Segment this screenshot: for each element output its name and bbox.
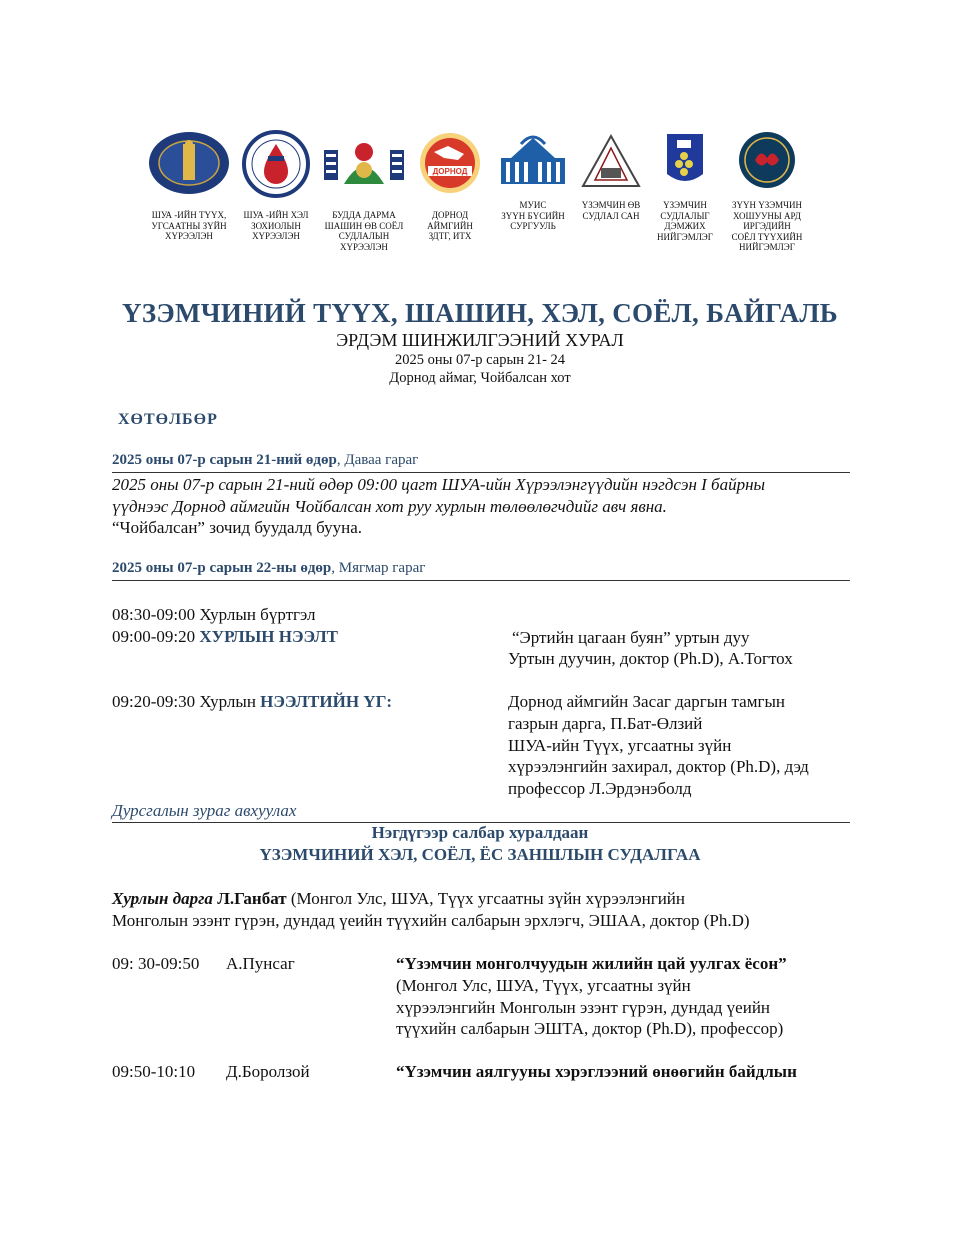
photo-note: Дурсгалын зураг авхуулах [112,801,297,820]
conference-dates: 2025 оны 07-р сарын 21- 24 [394,352,566,368]
divider [112,472,850,473]
logo-label: ДОРНОД АЙМГИЙН ЗДТГ, ИТХ [427,210,473,241]
conference-subtitle: ЭРДЭМ ШИНЖИЛГЭЭНИЙ ХУРАЛ [336,330,624,350]
conference-place: Дорнод аймаг, Чойбалсан хот [389,370,571,386]
registration: 08:30-09:00 Хурлын бүртгэл [112,605,316,624]
opening-row [112,626,338,648]
dornod-logo [408,130,492,242]
session-title: Нэгдүгээр салбар хуралдаан [371,823,589,842]
talk-affil: түүхийн салбарын ЭШТА, доктор (Ph.D), профессор) [396,1019,784,1038]
shua-history-logo [147,130,231,242]
chair-label: Хурлын дарга [112,889,218,908]
logo-label: БУДДА ДАРМА ШАШИН ӨВ СОЁЛ СУДЛАЛЫН ХҮРЭЭЛЭН [324,210,404,252]
chair-name: Л.Ганбат [217,889,287,908]
speech-label: НЭЭЛТИЙН ҮГ: [260,692,393,711]
horse-emblem-icon [408,130,492,200]
drop-emblem-icon [234,130,318,200]
day1-line2: үүднээс Дорнод аймгийн Чойбалсан хот руу хурлын төлөөлөгчдийг авч явна. [112,497,667,516]
conference-title: ҮЗЭМЧИНИЙ ТҮҮХ, ШАШИН, ХЭЛ, СОЁЛ, БАЙГАЛЬ [122,298,838,328]
wheel-emblem-icon [322,130,406,200]
logo-label: ШУА -ИЙН ТҮҮХ, УГСААТНЫ ЗҮЙН ХҮРЭЭЛЭН [151,210,227,241]
day1-heading [112,452,418,469]
shield-icon [643,130,727,190]
logo-label: ШУА -ИЙН ХЭЛ ЗОХИОЛЫН ХҮРЭЭЛЭН [243,210,309,241]
day2-weekday: , Мягмар гараг [331,560,426,576]
day1-date: 2025 оны 07-р сарын 21-ний өдөр [112,452,337,468]
day2-date: 2025 оны 07-р сарын 22-ны өдөр [112,560,332,576]
logo-label: ҮЗЭМЧИН СУДЛАЛЫГ ДЭМЖИХ НИЙГЭМЛЭГ [657,200,713,242]
muis-logo [491,130,575,232]
day1-line3: “Чойбалсан” зочид буудалд бууна. [112,518,362,537]
program-heading: ХӨТӨЛБӨР [118,411,218,428]
logo-label: МУИС ЗҮҮН БҮСИЙН СУРГУУЛЬ [501,200,565,231]
talk-title: “Үзэмчин аялгууны хэрэглээний өнөөгийн байдлын [396,1062,797,1081]
building-icon [491,130,575,190]
emblem-icon [147,130,231,200]
talk-time: 09:50-10:10 [112,1062,196,1081]
song-title: “Эртийн цагаан буян” уртын дуу [512,628,750,647]
day1-line1: 2025 оны 07-р сарын 21-ний өдөр 09:00 цагт ШУА-ийн Хүрээлэнгүүдийн нэгдсэн I байрны [112,475,766,494]
opening-label: ХУРЛЫН НЭЭЛТ [199,627,338,646]
speaker-line: газрын дарга, П.Бат-Өлзий [508,714,703,733]
buddha-dharma-logo [322,130,406,252]
talk-speaker: Д.Боролзой [226,1062,310,1081]
talk-speaker: А.Пунсаг [226,954,295,973]
mountain-icon [569,130,653,190]
speech-time: 09:20-09:30 Хурлын [112,692,261,711]
uzemchin-heritage-logo [569,130,653,221]
shua-language-logo [234,130,318,242]
talk-affil: хүрээлэнгийн Монголын эзэнт гүрэн, дундад үеийн [396,998,771,1017]
circle-emblem-icon [725,130,809,190]
east-uzemchin-logo [725,130,809,253]
chair-line1 [112,888,685,910]
speaker-line: профессор Л.Эрдэнэболд [508,779,692,798]
day2-heading [112,560,425,577]
logo-label: ҮЗЭМЧИН ӨВ СУДЛАЛ САН [581,200,641,221]
divider [112,580,850,581]
logo-label: ЗҮҮН ҮЗЭМЧИН ХОШУУНЫ АРД ИРГЭДИЙН СОЁЛ ТҮҮХИЙН НИЙГЭМЛЭГ [731,200,803,252]
song-performer: Уртын дуучин, доктор (Ph.D), А.Тогтох [508,649,793,668]
speaker-line: Дорнод аймгийн Засаг даргын тамгын [508,692,785,711]
chair-affil: (Монгол Улс, ШУА, Түүх угсаатны зүйн хүрээлэнгийн [286,889,685,908]
session-subtitle: ҮЗЭМЧИНИЙ ХЭЛ, СОЁЛ, ЁС ЗАНШЛЫН СУДАЛГАА [259,845,701,864]
uzemchin-research-logo [643,130,727,242]
logo-badge-text: ДОРНОД [432,167,468,176]
speech-row [112,691,392,713]
day1-weekday: , Даваа гараг [336,452,419,468]
speaker-line: хүрээлэнгийн захирал, доктор (Ph.D), дэд [508,757,809,776]
chair-line2: Монголын эзэнт гүрэн, дундад үеийн түүхийн салбарын эрхлэгч, ЭШАА, доктор (Ph.D) [112,911,750,930]
talk-affil: (Монгол Улс, ШУА, Түүх, угсаатны зүйн [396,976,691,995]
opening-time: 09:00-09:20 [112,627,200,646]
talk-title: “Үзэмчин монголчуудын жилийн цай уулгах ёсон” [396,954,787,973]
speaker-line: ШУА-ийн Түүх, угсаатны зүйн [508,736,732,755]
talk-time: 09: 30-09:50 [112,954,200,973]
